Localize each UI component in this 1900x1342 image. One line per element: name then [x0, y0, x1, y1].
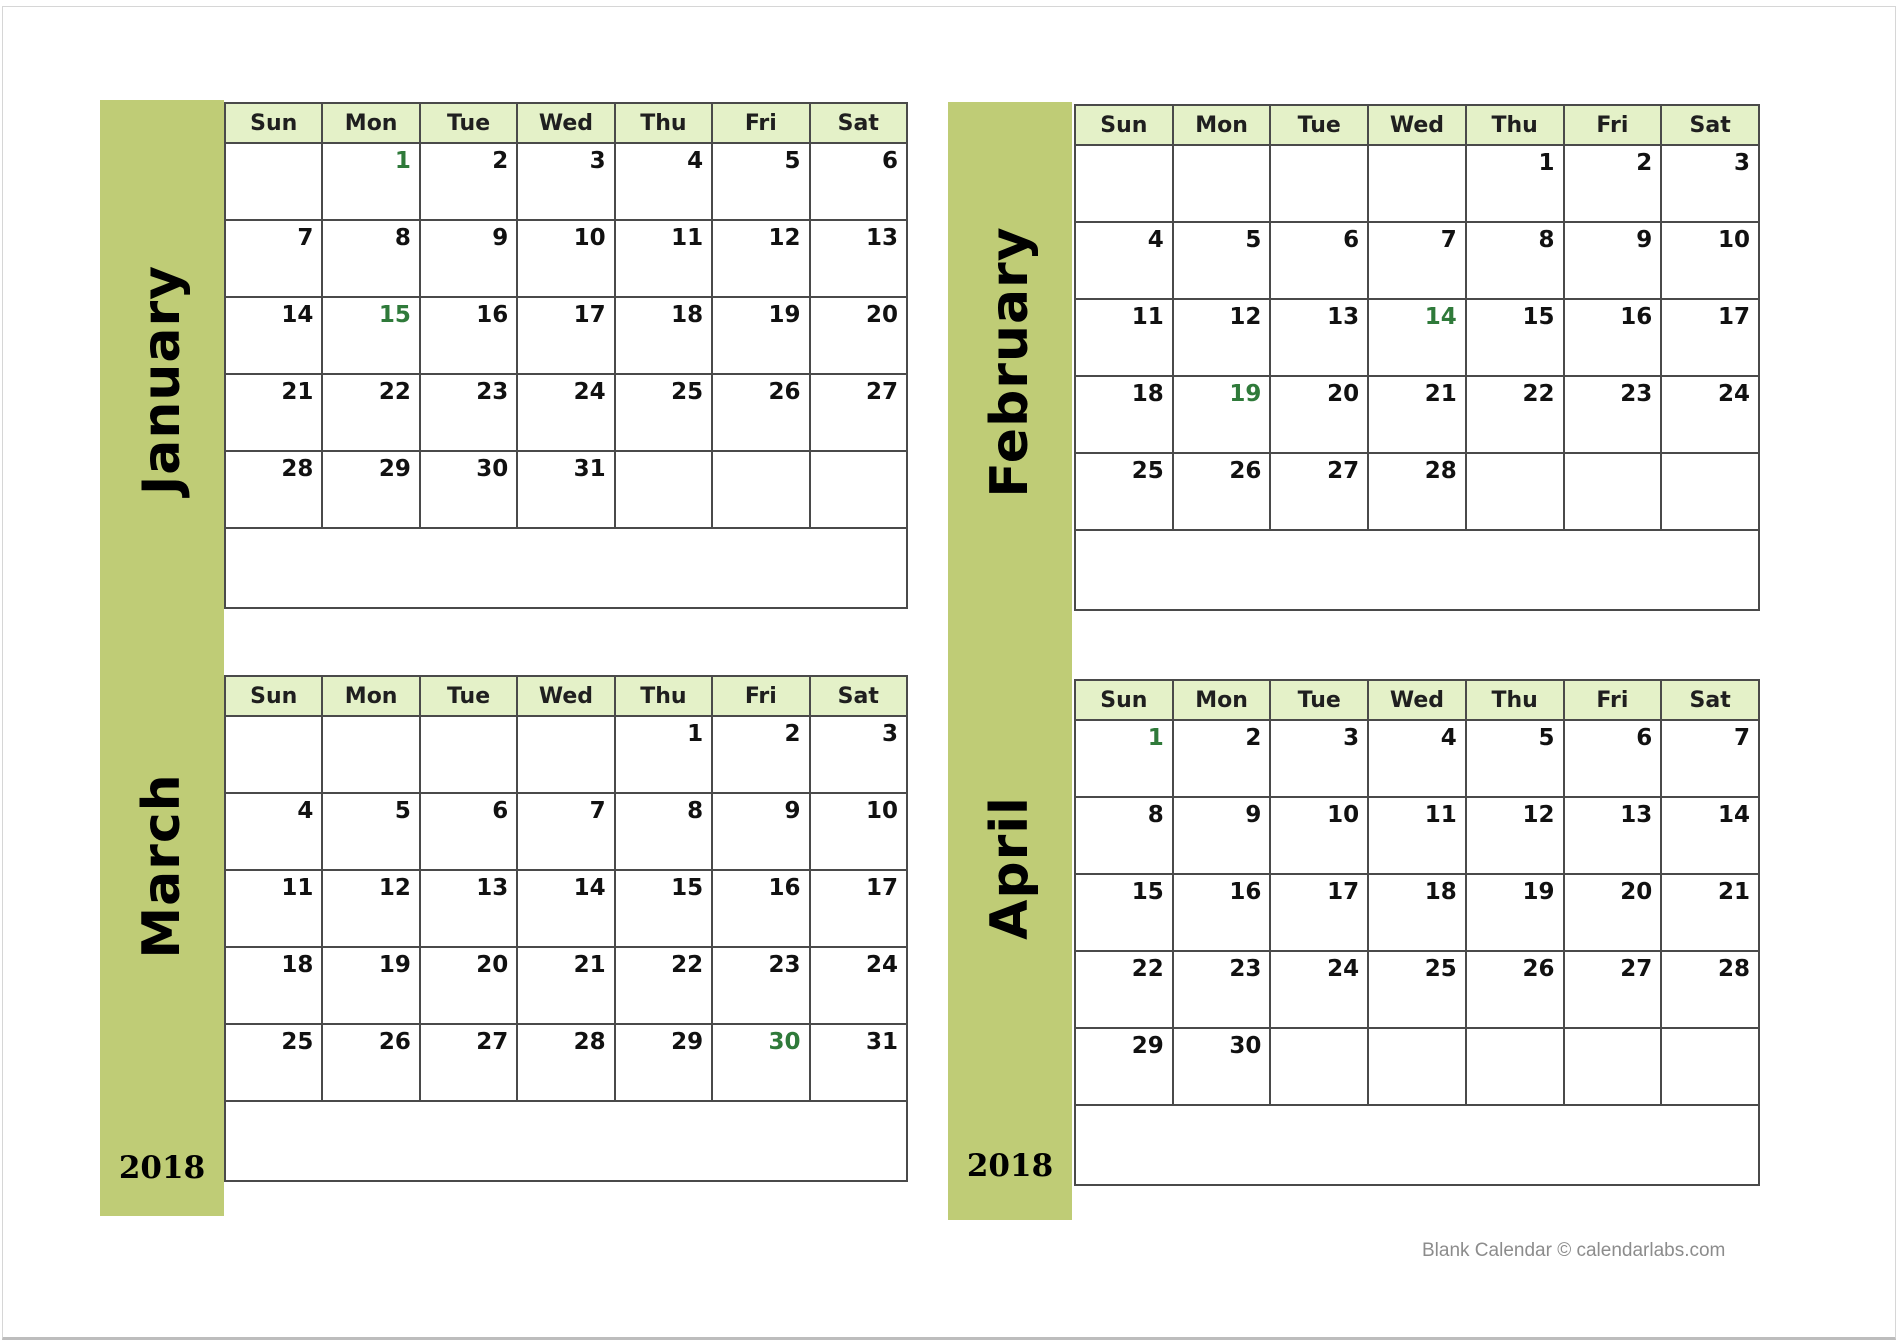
weekday-header-mon: Mon [322, 103, 419, 143]
march-day-3: 3 [810, 716, 907, 793]
march-day-5: 5 [322, 793, 419, 870]
march-day-27: 27 [420, 1024, 517, 1101]
april-day-6: 6 [1564, 720, 1662, 797]
calendar-march [224, 675, 908, 1182]
january-day-8: 8 [322, 220, 419, 297]
january-day-6: 6 [810, 143, 907, 220]
empty-day-cell [1368, 1028, 1466, 1105]
year-label-right: 2018 [966, 1148, 1054, 1184]
march-day-26: 26 [322, 1024, 419, 1101]
april-day-4: 4 [1368, 720, 1466, 797]
april-day-27: 27 [1564, 951, 1662, 1028]
calendar-january [224, 102, 908, 609]
week-row [1075, 145, 1759, 222]
february-day-19: 19 [1173, 376, 1271, 453]
february-day-15: 15 [1466, 299, 1564, 376]
march-day-24: 24 [810, 947, 907, 1024]
january-day-28: 28 [225, 451, 322, 528]
weekday-header-mon: Mon [1173, 105, 1271, 145]
calendar-february [1074, 104, 1760, 611]
empty-day-cell [810, 451, 907, 528]
notes-row [225, 528, 907, 608]
january-day-3: 3 [517, 143, 614, 220]
weekday-header-sat: Sat [810, 103, 907, 143]
march-day-18: 18 [225, 947, 322, 1024]
march-day-19: 19 [322, 947, 419, 1024]
march-day-31: 31 [810, 1024, 907, 1101]
february-day-2: 2 [1564, 145, 1662, 222]
week-row [1075, 222, 1759, 299]
february-day-25: 25 [1075, 453, 1173, 530]
april-day-20: 20 [1564, 874, 1662, 951]
week-row [225, 451, 907, 528]
notes-row [1075, 530, 1759, 610]
february-day-5: 5 [1173, 222, 1271, 299]
week-row [1075, 1028, 1759, 1105]
march-day-7: 7 [517, 793, 614, 870]
week-row [1075, 874, 1759, 951]
february-day-16: 16 [1564, 299, 1662, 376]
weekday-header-row [225, 676, 907, 716]
weekday-header-thu: Thu [615, 103, 712, 143]
april-day-28: 28 [1661, 951, 1759, 1028]
march-day-6: 6 [420, 793, 517, 870]
week-row [225, 870, 907, 947]
january-day-19: 19 [712, 297, 809, 374]
march-day-14: 14 [517, 870, 614, 947]
march-day-4: 4 [225, 793, 322, 870]
empty-day-cell [420, 716, 517, 793]
january-day-12: 12 [712, 220, 809, 297]
january-day-27: 27 [810, 374, 907, 451]
march-day-13: 13 [420, 870, 517, 947]
empty-day-cell [1661, 453, 1759, 530]
weekday-header-wed: Wed [1368, 105, 1466, 145]
week-row [225, 220, 907, 297]
april-day-17: 17 [1270, 874, 1368, 951]
week-row [1075, 299, 1759, 376]
april-day-29: 29 [1075, 1028, 1173, 1105]
weekday-header-fri: Fri [712, 676, 809, 716]
april-day-30: 30 [1173, 1028, 1271, 1105]
month-label-january: January [132, 264, 192, 496]
march-day-2: 2 [712, 716, 809, 793]
month-label-march: March [132, 773, 192, 959]
weekday-header-thu: Thu [1466, 680, 1564, 720]
january-day-2: 2 [420, 143, 517, 220]
february-day-7: 7 [1368, 222, 1466, 299]
february-day-8: 8 [1466, 222, 1564, 299]
weekday-header-tue: Tue [420, 676, 517, 716]
april-day-21: 21 [1661, 874, 1759, 951]
april-day-1: 1 [1075, 720, 1173, 797]
notes-row [225, 1101, 907, 1181]
march-day-25: 25 [225, 1024, 322, 1101]
weekday-header-wed: Wed [1368, 680, 1466, 720]
weekday-header-tue: Tue [420, 103, 517, 143]
week-row [225, 297, 907, 374]
february-day-21: 21 [1368, 376, 1466, 453]
weekday-header-row [1075, 105, 1759, 145]
april-day-7: 7 [1661, 720, 1759, 797]
february-day-9: 9 [1564, 222, 1662, 299]
february-day-1: 1 [1466, 145, 1564, 222]
march-day-22: 22 [615, 947, 712, 1024]
march-day-9: 9 [712, 793, 809, 870]
week-row [225, 793, 907, 870]
march-day-28: 28 [517, 1024, 614, 1101]
january-day-22: 22 [322, 374, 419, 451]
empty-day-cell [322, 716, 419, 793]
january-day-14: 14 [225, 297, 322, 374]
empty-day-cell [1368, 145, 1466, 222]
weekday-header-fri: Fri [712, 103, 809, 143]
april-day-23: 23 [1173, 951, 1271, 1028]
april-day-12: 12 [1466, 797, 1564, 874]
empty-day-cell [1564, 1028, 1662, 1105]
empty-day-cell [712, 451, 809, 528]
notes-area[interactable] [1075, 530, 1759, 610]
weekday-header-sun: Sun [225, 676, 322, 716]
april-day-5: 5 [1466, 720, 1564, 797]
empty-day-cell [225, 143, 322, 220]
february-day-24: 24 [1661, 376, 1759, 453]
weekday-header-mon: Mon [1173, 680, 1271, 720]
notes-area[interactable] [225, 528, 907, 608]
week-row [1075, 376, 1759, 453]
week-row [1075, 951, 1759, 1028]
march-day-20: 20 [420, 947, 517, 1024]
january-day-30: 30 [420, 451, 517, 528]
empty-day-cell [1564, 453, 1662, 530]
march-day-1: 1 [615, 716, 712, 793]
week-row [1075, 797, 1759, 874]
empty-day-cell [225, 716, 322, 793]
april-day-24: 24 [1270, 951, 1368, 1028]
march-day-11: 11 [225, 870, 322, 947]
week-row [225, 374, 907, 451]
february-day-13: 13 [1270, 299, 1368, 376]
weekday-header-sat: Sat [1661, 680, 1759, 720]
weekday-header-fri: Fri [1564, 105, 1662, 145]
april-day-18: 18 [1368, 874, 1466, 951]
weekday-header-fri: Fri [1564, 680, 1662, 720]
february-day-12: 12 [1173, 299, 1271, 376]
january-day-31: 31 [517, 451, 614, 528]
february-day-26: 26 [1173, 453, 1271, 530]
march-day-29: 29 [615, 1024, 712, 1101]
january-day-21: 21 [225, 374, 322, 451]
year-label-left: 2018 [118, 1150, 206, 1186]
january-day-24: 24 [517, 374, 614, 451]
month-label-april: April [980, 796, 1040, 940]
weekday-header-thu: Thu [615, 676, 712, 716]
empty-day-cell [517, 716, 614, 793]
april-day-22: 22 [1075, 951, 1173, 1028]
february-day-20: 20 [1270, 376, 1368, 453]
january-day-26: 26 [712, 374, 809, 451]
february-day-17: 17 [1661, 299, 1759, 376]
february-day-14: 14 [1368, 299, 1466, 376]
march-day-8: 8 [615, 793, 712, 870]
february-day-4: 4 [1075, 222, 1173, 299]
january-day-9: 9 [420, 220, 517, 297]
notes-area[interactable] [225, 1101, 907, 1181]
credit-text: Blank Calendar © calendarlabs.com [1422, 1240, 1726, 1261]
april-day-2: 2 [1173, 720, 1271, 797]
week-row [1075, 453, 1759, 530]
march-day-21: 21 [517, 947, 614, 1024]
weekday-header-sun: Sun [1075, 680, 1173, 720]
empty-day-cell [1270, 1028, 1368, 1105]
weekday-header-tue: Tue [1270, 105, 1368, 145]
january-day-16: 16 [420, 297, 517, 374]
april-day-26: 26 [1466, 951, 1564, 1028]
weekday-header-mon: Mon [322, 676, 419, 716]
weekday-header-sun: Sun [225, 103, 322, 143]
january-day-7: 7 [225, 220, 322, 297]
february-day-10: 10 [1661, 222, 1759, 299]
empty-day-cell [1466, 453, 1564, 530]
january-day-23: 23 [420, 374, 517, 451]
weekday-header-wed: Wed [517, 676, 614, 716]
february-day-11: 11 [1075, 299, 1173, 376]
weekday-header-thu: Thu [1466, 105, 1564, 145]
week-row [1075, 720, 1759, 797]
weekday-header-sun: Sun [1075, 105, 1173, 145]
february-day-3: 3 [1661, 145, 1759, 222]
weekday-header-wed: Wed [517, 103, 614, 143]
empty-day-cell [1075, 145, 1173, 222]
february-day-6: 6 [1270, 222, 1368, 299]
february-day-18: 18 [1075, 376, 1173, 453]
april-day-11: 11 [1368, 797, 1466, 874]
april-day-15: 15 [1075, 874, 1173, 951]
january-day-5: 5 [712, 143, 809, 220]
april-day-19: 19 [1466, 874, 1564, 951]
february-day-27: 27 [1270, 453, 1368, 530]
empty-day-cell [1270, 145, 1368, 222]
weekday-header-sat: Sat [810, 676, 907, 716]
march-day-17: 17 [810, 870, 907, 947]
empty-day-cell [1466, 1028, 1564, 1105]
weekday-header-sat: Sat [1661, 105, 1759, 145]
february-day-23: 23 [1564, 376, 1662, 453]
february-day-28: 28 [1368, 453, 1466, 530]
march-day-16: 16 [712, 870, 809, 947]
january-day-1: 1 [322, 143, 419, 220]
april-day-13: 13 [1564, 797, 1662, 874]
april-day-8: 8 [1075, 797, 1173, 874]
february-day-22: 22 [1466, 376, 1564, 453]
april-day-3: 3 [1270, 720, 1368, 797]
january-day-10: 10 [517, 220, 614, 297]
january-day-20: 20 [810, 297, 907, 374]
weekday-header-row [225, 103, 907, 143]
march-day-23: 23 [712, 947, 809, 1024]
calendar-april [1074, 679, 1760, 1186]
april-day-10: 10 [1270, 797, 1368, 874]
april-day-16: 16 [1173, 874, 1271, 951]
january-day-29: 29 [322, 451, 419, 528]
week-row [225, 1024, 907, 1101]
empty-day-cell [1173, 145, 1271, 222]
january-day-13: 13 [810, 220, 907, 297]
empty-day-cell [615, 451, 712, 528]
week-row [225, 143, 907, 220]
notes-row [1075, 1105, 1759, 1185]
april-day-14: 14 [1661, 797, 1759, 874]
january-day-4: 4 [615, 143, 712, 220]
january-day-15: 15 [322, 297, 419, 374]
weekday-header-row [1075, 680, 1759, 720]
weekday-header-tue: Tue [1270, 680, 1368, 720]
january-day-17: 17 [517, 297, 614, 374]
march-day-12: 12 [322, 870, 419, 947]
january-day-25: 25 [615, 374, 712, 451]
week-row [225, 716, 907, 793]
notes-area[interactable] [1075, 1105, 1759, 1185]
january-day-18: 18 [615, 297, 712, 374]
april-day-25: 25 [1368, 951, 1466, 1028]
march-day-30: 30 [712, 1024, 809, 1101]
march-day-10: 10 [810, 793, 907, 870]
empty-day-cell [1661, 1028, 1759, 1105]
april-day-9: 9 [1173, 797, 1271, 874]
month-label-february: February [980, 226, 1040, 498]
january-day-11: 11 [615, 220, 712, 297]
march-day-15: 15 [615, 870, 712, 947]
week-row [225, 947, 907, 1024]
